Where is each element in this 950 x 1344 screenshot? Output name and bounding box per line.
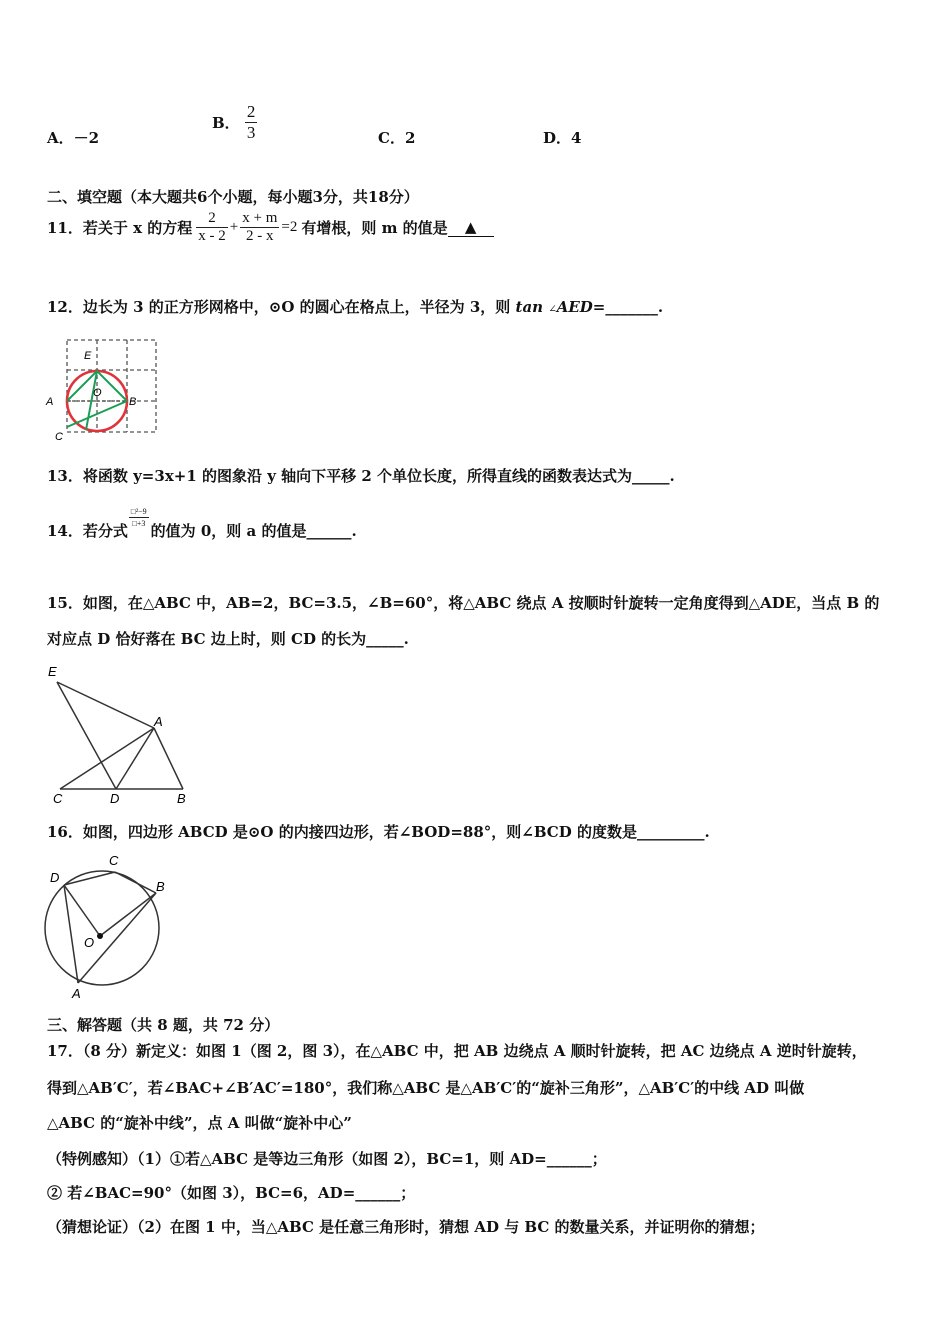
q12-figure xyxy=(40,333,165,443)
q12-aed: AED= xyxy=(556,298,606,316)
q17-line-5: ② 若∠BAC=90°（如图 3），BC=6，AD=______； xyxy=(47,1184,416,1202)
option-b-denominator: 3 xyxy=(246,123,256,142)
q14 xyxy=(47,506,357,543)
option-b-numerator: 2 xyxy=(246,102,256,121)
q15-line-2: 对应点 D 恰好落在 BC 边上时，则 CD 的长为_____. xyxy=(47,630,409,648)
option-b xyxy=(212,102,257,143)
q17-line-4: （特例感知）（1）①若△ABC 是等边三角形（如图 2），BC=1，则 AD=______； xyxy=(47,1150,607,1168)
q14-numerator: □²−9 xyxy=(130,507,147,516)
q16-figure xyxy=(38,850,178,1000)
q15-label-c: C xyxy=(53,791,63,806)
q12-label-b: B xyxy=(129,396,137,408)
q15-label-e: E xyxy=(48,664,57,679)
q14-suffix: 的值为 0，则 a 的值是______. xyxy=(150,522,357,540)
q15-label-b: B xyxy=(177,791,186,806)
q15-figure xyxy=(40,660,195,808)
q17-line-2: 得到△AB′C′，若∠BAC+∠B′AC′=180°，我们称△ABC 是△AB′C′的“旋补三角形”，△AB′C′的中线 AD 叫做 xyxy=(47,1079,805,1097)
q16-label-d: D xyxy=(50,870,60,885)
q12-blank: _______. xyxy=(605,298,664,316)
q16-label-o: O xyxy=(84,935,95,950)
q11-equals: =2 xyxy=(281,219,298,235)
q16-label-a: A xyxy=(72,986,81,1000)
q12-label-c: C xyxy=(55,431,63,443)
q11-blank xyxy=(448,218,494,237)
q12 xyxy=(47,296,663,317)
q15-label-d: D xyxy=(110,791,120,806)
q11-f2-numerator: x + m xyxy=(242,210,278,226)
q16: 16．如图，四边形 ABCD 是⊙O 的内接四边形，若∠BOD=88°，则∠BCD 的度数是_________. xyxy=(47,823,710,841)
q12-text: 12．边长为 3 的正方形网格中，⊙O 的圆心在格点上，半径为 3，则 xyxy=(47,298,511,316)
q11-triangle-mark: ▲ xyxy=(464,218,477,236)
option-b-prefix: B． xyxy=(212,114,240,132)
option-c: C．2 xyxy=(378,129,416,147)
option-a: A．－2 xyxy=(47,129,100,147)
q16-circle xyxy=(45,871,159,985)
option-b-fraction xyxy=(245,102,258,143)
q12-angle-symbol: ∠ xyxy=(548,304,557,315)
q12-tan: tan xyxy=(515,298,544,316)
q13: 13．将函数 y=3x+1 的图象沿 y 轴向下平移 2 个单位长度，所得直线的函数表达式为_____. xyxy=(47,467,675,485)
q11-prefix: 11．若关于 x 的方程 xyxy=(47,219,193,237)
section3-title: 三、解答题（共 8 题，共 72 分） xyxy=(47,1016,280,1034)
q11-fraction-2 xyxy=(240,210,279,245)
q17-line-1: 17．（8 分）新定义：如图 1（图 2，图 3），在△ABC 中，把 AB 边绕点 A 顺时针旋转，把 AC 边绕点 A 逆时针旋转， xyxy=(47,1042,867,1060)
q11-f1-denominator: x - 2 xyxy=(198,228,226,244)
q16-label-b: B xyxy=(156,879,165,894)
q11-suffix: 有增根，则 m 的值是 xyxy=(301,219,448,237)
q11 xyxy=(47,210,494,245)
q14-prefix: 14．若分式 xyxy=(47,522,128,540)
q15-label-a: A xyxy=(154,714,163,729)
q12-label-e: E xyxy=(84,350,92,362)
q11-fraction-1 xyxy=(196,210,228,245)
q15-line-1: 15．如图，在△ABC 中，AB=2，BC=3.5，∠B=60°，将△ABC 绕点 A 按顺时针旋转一定角度得到△ADE，当点 B 的 xyxy=(47,594,880,612)
section2-title: 二、填空题（本大题共6个小题，每小题3分，共18分） xyxy=(47,188,419,206)
q16-center-dot xyxy=(97,933,103,939)
q17-line-3: △ABC 的“旋补中线”，点 A 叫做“旋补中心” xyxy=(47,1114,352,1132)
q11-f2-denominator: 2 - x xyxy=(246,228,274,244)
q11-plus: + xyxy=(229,219,239,235)
q15-lines xyxy=(57,682,183,789)
q12-label-a: A xyxy=(46,396,54,408)
q12-label-o: O xyxy=(93,387,102,399)
q17-line-6: （猜想论证）（2）在图 1 中，当△ABC 是任意三角形时，猜想 AD 与 BC 的数量关系，并证明你的猜想； xyxy=(47,1218,765,1236)
option-d: D．4 xyxy=(543,129,582,147)
q14-fraction xyxy=(129,506,149,529)
q11-f1-numerator: 2 xyxy=(196,210,228,228)
q16-label-c: C xyxy=(109,853,119,868)
q14-denominator: □+3 xyxy=(132,519,146,528)
